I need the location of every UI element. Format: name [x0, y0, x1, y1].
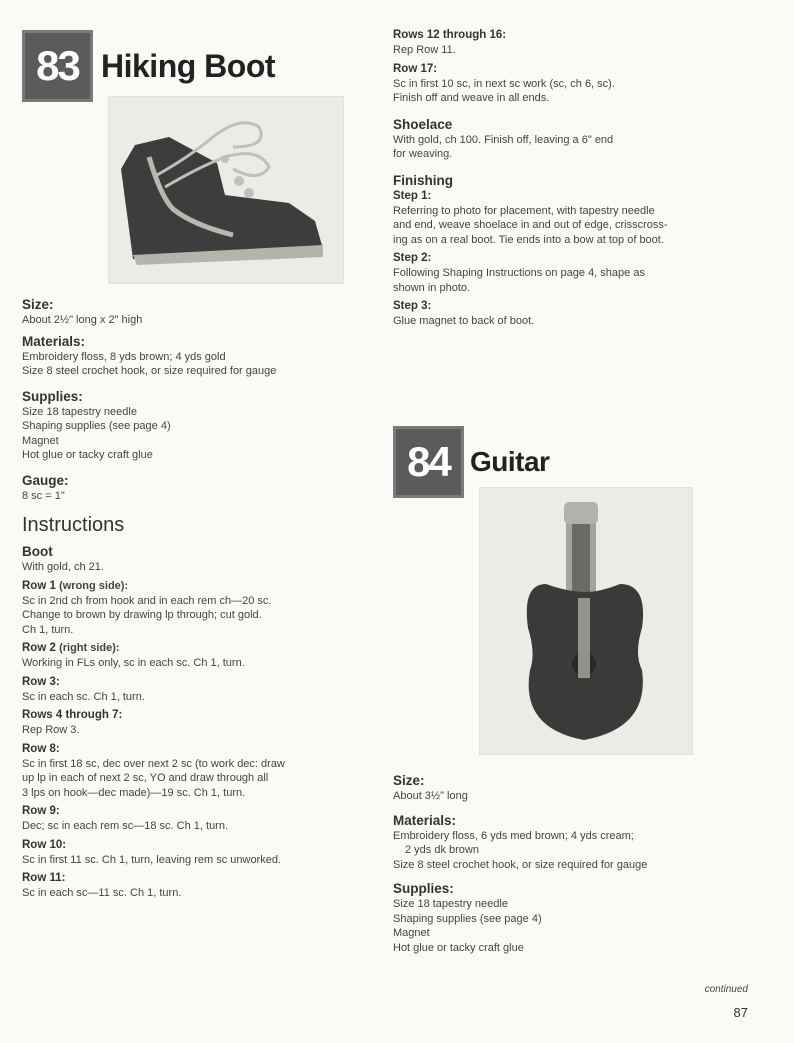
size-text: About 3½" long: [393, 790, 468, 802]
row-9-heading: Row 9:: [22, 805, 60, 817]
step-3-heading: Step 3:: [393, 300, 432, 312]
row-8-line: up lp in each of next 2 sc, YO and draw through all: [22, 772, 269, 784]
row-10-heading: Row 10:: [22, 838, 67, 851]
materials-line: Size 8 steel crochet hook, or size required for gauge: [393, 858, 648, 871]
materials-line: Size 8 steel crochet hook, or size required for gauge: [22, 365, 277, 377]
materials-heading: Materials:: [393, 812, 457, 828]
pattern-title: Guitar: [470, 446, 550, 477]
step-1-line: and end, weave shoelace in and out of edge, crisscross-: [393, 219, 668, 231]
shoelace-line: for weaving.: [393, 148, 453, 160]
shoelace-heading: Shoelace: [393, 116, 453, 132]
supplies-line: Size 18 tapestry needle: [393, 898, 508, 910]
boot-subheading: Boot: [22, 544, 53, 559]
supplies-heading: Supplies:: [22, 388, 83, 404]
row-1-line: Ch 1, turn.: [22, 623, 74, 636]
size-heading: Size:: [393, 773, 425, 788]
supplies-line: Hot glue or tacky craft glue: [22, 449, 153, 461]
row-2-heading: Row 2 (right side):: [22, 642, 120, 654]
row-17-line: Finish off and weave in all ends.: [393, 92, 550, 104]
row-1-line: Sc in 2nd ch from hook and in each rem ch—20 sc.: [22, 594, 272, 607]
boot-start-text: With gold, ch 21.: [22, 561, 104, 573]
step-2-line: shown in photo.: [393, 281, 471, 294]
materials-line: Embroidery floss, 8 yds brown; 4 yds gold: [22, 350, 226, 363]
size-heading: Size:: [22, 297, 54, 312]
step-1-line: Referring to photo for placement, with tapestry needle: [393, 204, 655, 217]
materials-line: 2 yds dk brown: [405, 844, 479, 856]
gauge-heading: Gauge:: [22, 472, 69, 488]
pattern-number: 84: [407, 438, 450, 485]
row-8-heading: Row 8:: [22, 742, 60, 755]
supplies-line: Shaping supplies (see page 4): [22, 420, 171, 432]
continued-note: continued: [704, 984, 748, 995]
step-2-heading: Step 2:: [393, 252, 432, 264]
supplies-heading: Supplies:: [393, 881, 454, 896]
row-8-line: 3 lps on hook—dec made)—19 sc. Ch 1, turn.: [22, 786, 246, 799]
guitar-specs: [393, 772, 763, 955]
row-1-line: Change to brown by drawing lp through; cut gold.: [22, 609, 262, 621]
hiking-boot-photo: [108, 96, 344, 284]
gauge-text: 8 sc = 1": [22, 489, 65, 502]
pattern-number: 83: [36, 42, 79, 89]
step-2-line: Following Shaping Instructions on page 4, shape as: [393, 267, 645, 279]
row-10-text: Sc in first 11 sc. Ch 1, turn, leaving rem sc unworked.: [22, 853, 282, 866]
row-17-line: Sc in first 10 sc, in next sc work (sc, ch 6, sc).: [393, 77, 615, 90]
materials-heading: Materials:: [22, 333, 86, 349]
step-3-text: Glue magnet to back of boot.: [393, 315, 535, 327]
step-1-line: ing as on a real boot. Tie ends into a bow at top of boot.: [393, 233, 664, 246]
pattern-number-box: [22, 30, 93, 102]
rows-12-16-text: Rep Row 11.: [393, 44, 456, 56]
pattern-number-box: [393, 426, 464, 498]
finishing-heading: Finishing: [393, 172, 453, 188]
row-8-line: Sc in first 18 sc, dec over next 2 sc (to work dec: draw: [22, 757, 285, 770]
materials-line: Embroidery floss, 6 yds med brown; 4 yds cream;: [393, 829, 634, 842]
row-3-text: Sc in each sc. Ch 1, turn.: [22, 690, 145, 703]
supplies-line: Shaping supplies (see page 4): [393, 912, 542, 925]
supplies-line: Magnet: [393, 927, 430, 939]
rows-12-16-heading: Rows 12 through 16:: [393, 29, 507, 41]
rows-4-7-text: Rep Row 3.: [22, 724, 80, 736]
pattern-title: Hiking Boot: [101, 47, 276, 84]
instructions-heading: Instructions: [22, 514, 125, 536]
supplies-line: Hot glue or tacky craft glue: [393, 941, 524, 954]
row-17-heading: Row 17:: [393, 62, 438, 75]
page-number: 87: [733, 1005, 748, 1020]
rows-4-7-heading: Rows 4 through 7:: [22, 709, 123, 721]
supplies-line: Size 18 tapestry needle: [22, 405, 137, 418]
row-11-heading: Row 11:: [22, 872, 66, 884]
row-3-heading: Row 3:: [22, 675, 60, 688]
row-2-text: Working in FLs only, sc in each sc. Ch 1, turn.: [22, 657, 245, 669]
boot-continued: [393, 28, 763, 329]
supplies-line: Magnet: [22, 434, 59, 447]
guitar-image: [480, 488, 692, 754]
row-11-text: Sc in each sc—11 sc. Ch 1, turn.: [22, 887, 182, 899]
size-text: About 2½" long x 2" high: [22, 314, 143, 326]
boot-specs: [22, 296, 372, 901]
left-column: [22, 0, 372, 102]
shoelace-line: With gold, ch 100. Finish off, leaving a 6" end: [393, 133, 614, 146]
hiking-boot-image: [109, 97, 343, 283]
row-9-text: Dec; sc in each rem sc—18 sc. Ch 1, turn.: [22, 820, 229, 832]
row-1-heading: Row 1 (wrong side):: [22, 579, 129, 592]
step-1-heading: Step 1:: [393, 189, 432, 202]
boot-header: [22, 30, 372, 102]
guitar-photo: [479, 487, 693, 755]
